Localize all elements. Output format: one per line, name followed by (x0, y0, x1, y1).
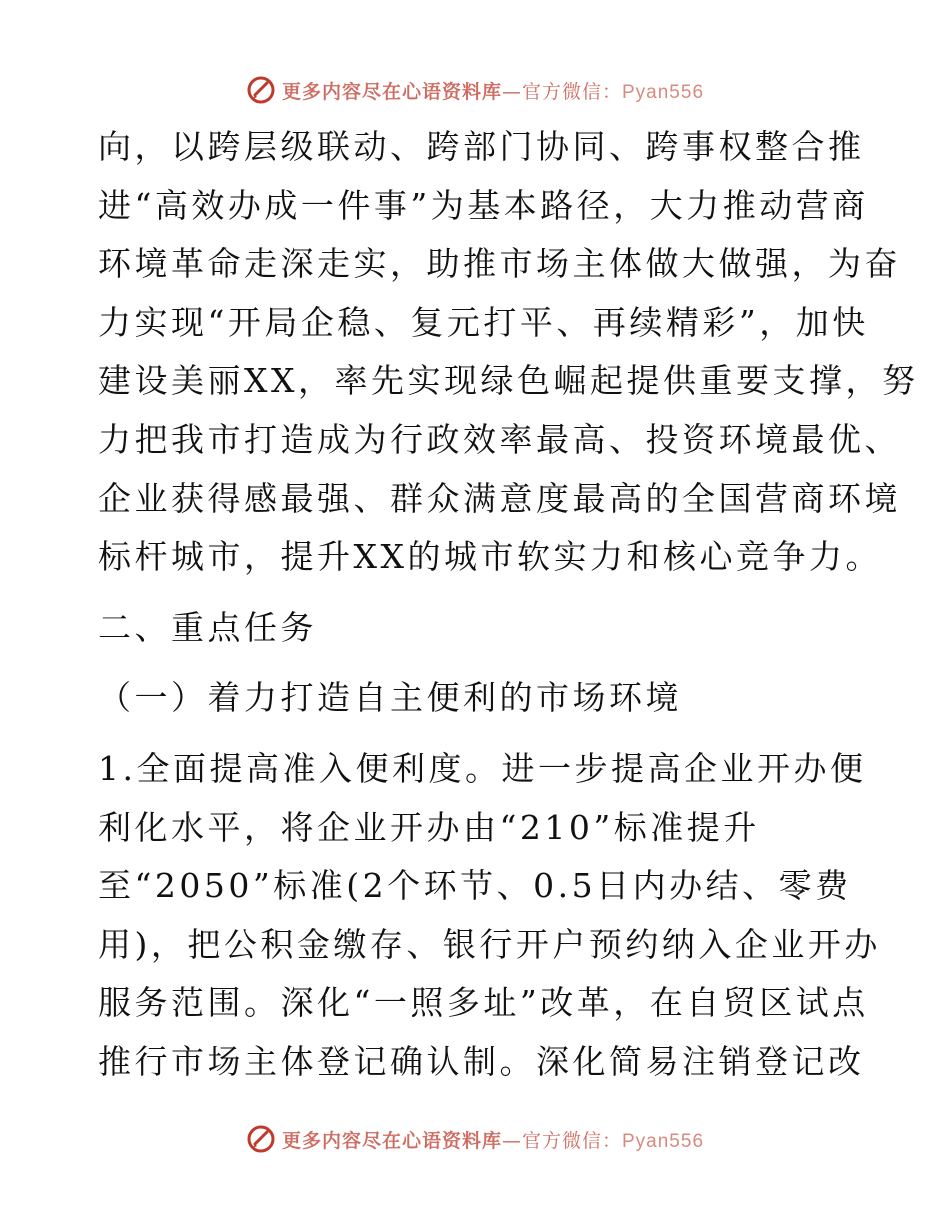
footer-watermark (0, 1121, 950, 1157)
brand-logo-icon (246, 1124, 276, 1154)
text-line: 标杆城市，提升XX的城市软实力和核心竞争力。 (98, 537, 882, 577)
text-line: 服务范围。深化“一照多址”改革，在自贸区试点 (98, 983, 869, 1023)
text-line: 利化水平，将企业开办由“210”标准提升 (98, 807, 760, 847)
section-heading: 二、重点任务 (98, 607, 317, 647)
watermark-separator: — (501, 1129, 522, 1152)
watermark-brand: 更多内容尽在心语资料库 (281, 1129, 502, 1152)
watermark-text (282, 1126, 704, 1153)
text-line: 至“2050”标准(2个环节、0.5日内办结、零费 (98, 866, 852, 906)
watermark-id: Pyan556 (622, 1130, 705, 1152)
text-line: 向，以跨层级联动、跨部门协同、跨事权整合推 (98, 127, 865, 166)
brand-logo-icon (246, 75, 276, 105)
text-line: 用)，把公积金缴存、银行开户预约纳入企业开办 (98, 924, 881, 964)
watermark-separator: — (501, 80, 522, 103)
text-line: 企业获得感最强、群众满意度最高的全国营商环境 (98, 478, 901, 518)
header-watermark (0, 72, 950, 108)
text-line: 环境革命走深走实，助推市场主体做大做强，为奋 (98, 244, 901, 284)
text-line: 建设美丽XX，率先实现绿色崛起提供重要支撑，努 (98, 361, 919, 401)
paragraph-task-1 (98, 740, 881, 1092)
document-body (98, 118, 919, 1092)
subsection-heading: （一）着力打造自主便利的市场环境 (98, 678, 682, 718)
text-line: 力把我市打造成为行政效率最高、投资环境最优、 (98, 419, 901, 459)
text-line: 1.全面提高准入便利度。进一步提高企业开办便 (98, 748, 867, 788)
watermark-text (282, 77, 704, 104)
paragraph-intro (98, 118, 919, 587)
text-line: 推行市场主体登记确认制。深化简易注销登记改 (98, 1041, 865, 1081)
watermark-brand: 更多内容尽在心语资料库 (281, 80, 502, 103)
text-line: 进“高效办成一件事”为基本路径，大力推动营商 (98, 185, 869, 225)
watermark-official: 官方微信： (521, 1129, 622, 1152)
text-line: 力实现“开局企稳、复元打平、再续精彩”，加快 (98, 302, 869, 342)
watermark-official: 官方微信： (521, 80, 622, 103)
watermark-id: Pyan556 (622, 81, 705, 103)
